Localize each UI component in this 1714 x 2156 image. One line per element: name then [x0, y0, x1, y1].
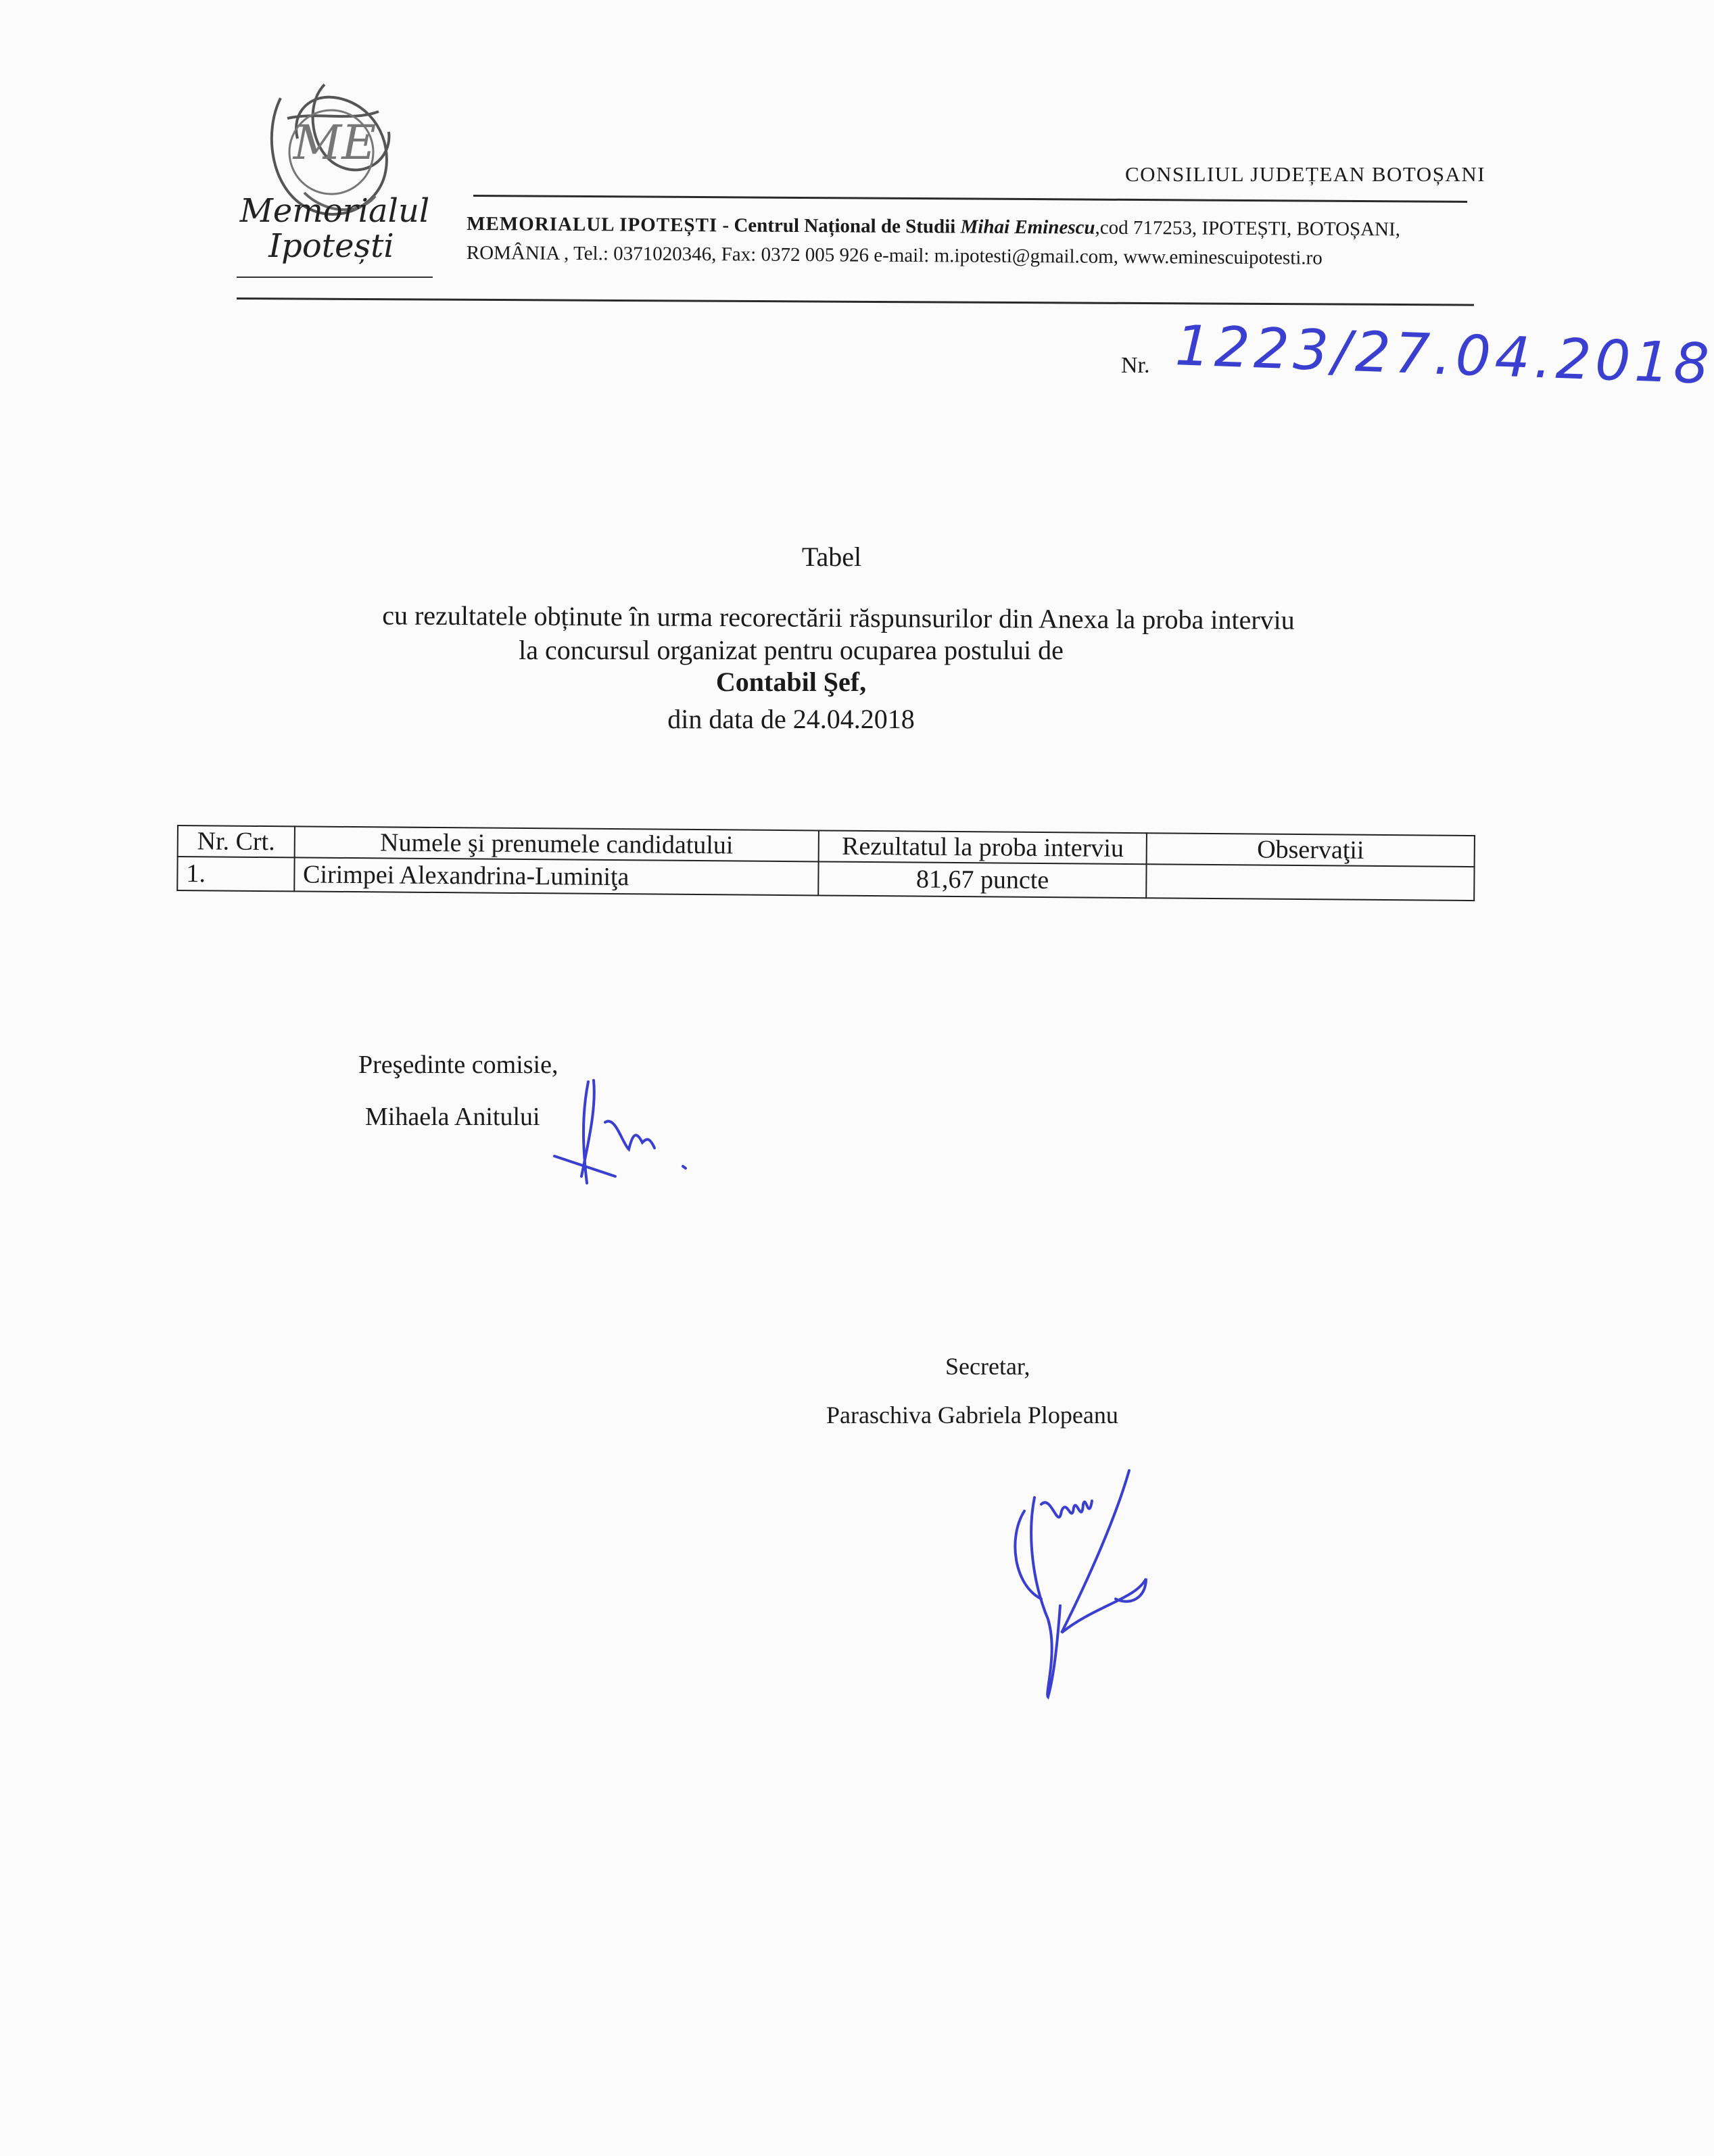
- secretary-title: Secretar,: [945, 1353, 1030, 1380]
- org-dash: -: [717, 214, 734, 237]
- council-name: CONSILIUL JUDEȚEAN BOTOȘANI: [1125, 162, 1486, 186]
- letterhead-text: [467, 210, 1413, 274]
- org-address: ,cod 717253, IPOTEȘTI, BOTOȘANI, ROMÂNIA , Tel.: 0371020346, Fax: 0372 005 926 e-mail: m.ipotesti@gmail.com, www.eminescuipotesti.ro: [466, 216, 1401, 269]
- cell-nr: 1.: [177, 857, 294, 891]
- document-title: Tabel: [801, 542, 862, 572]
- header-result: Rezultatul la proba interviu: [819, 830, 1147, 864]
- header-notes: Observaţii: [1147, 833, 1475, 867]
- president-title: Preşedinte comisie,: [358, 1051, 558, 1079]
- logo-monogram: ME: [293, 115, 377, 170]
- org-center: Centrul Național de Studii: [734, 214, 961, 238]
- logo-line2: Ipotești: [268, 227, 394, 265]
- secretary-signature: [994, 1430, 1176, 1700]
- org-poet: Mihai Eminescu: [960, 216, 1095, 239]
- registration-number: 1223/27.04.2018: [1174, 314, 1714, 397]
- header-name: Numele şi prenumele candidatului: [294, 826, 819, 861]
- title-line-1: cu rezultatele obținute în urma recorectării răspunsurilor din Anexa la proba interviu: [382, 600, 1295, 636]
- logo-line1: Memorialul: [239, 192, 430, 230]
- org-name: MEMORIALUL IPOTEȘTI: [467, 213, 718, 237]
- header-divider-bottom: [237, 297, 1474, 306]
- secretary-name: Paraschiva Gabriela Plopeanu: [826, 1402, 1118, 1429]
- header-divider-top: [473, 195, 1467, 203]
- president-name: Mihaela Anitului: [365, 1103, 540, 1131]
- header-nr: Nr. Crt.: [178, 825, 295, 857]
- registration-label: Nr.: [1121, 353, 1150, 378]
- title-line-2: la concursul organizat pentru ocuparea postului de: [519, 635, 1064, 665]
- memorial-logo: [223, 57, 446, 291]
- cell-result: 81,67 puncte: [819, 861, 1147, 898]
- president-signature: [541, 1075, 696, 1190]
- cell-notes: [1146, 864, 1474, 901]
- exam-date: din data de 24.04.2018: [667, 704, 915, 734]
- cell-name: Cirimpei Alexandrina-Luminiţa: [294, 857, 819, 895]
- results-table: [176, 825, 1475, 901]
- logo-emblem: [223, 57, 446, 291]
- position-name: Contabil Şef,: [715, 667, 867, 697]
